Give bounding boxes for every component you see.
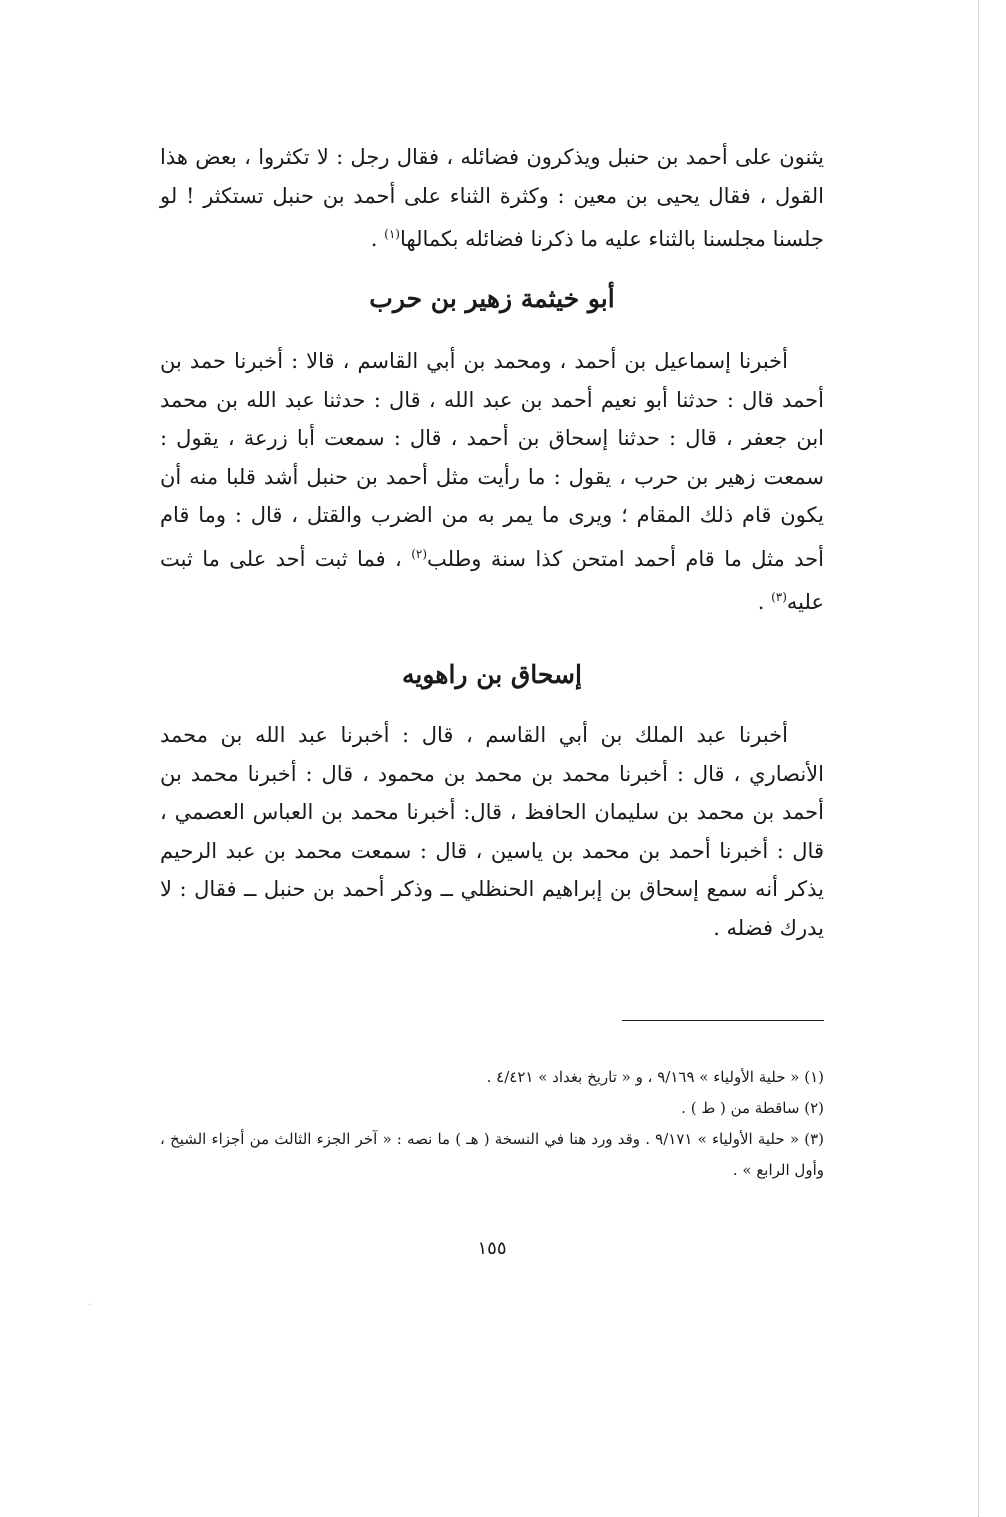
section1-tail: .: [757, 590, 772, 614]
page-edge-dotted-line: [978, 0, 979, 1517]
section1-text: أخبرنا إسماعيل بن أحمد ، ومحمد بن أبي القاسم ، قالا : أخبرنا حمد بن أحمد قال : حدثنا أبو نعيم أحمد بن عبد الله ، قال : حدثنا عبد الله بن محمد ابن جعفر ، قال : حدثنا إسحاق بن أحمد ، قال : سمعت أبا زرعة ، يقول : سمعت زهير بن حرب ، يقول : ما رأيت مثل أحمد بن حنبل أشد قلبا منه أن يكون قام ذلك المقام ؛ ويرى ما يمر به من الضرب والقتل ، قال : وما قام أحد مثل ما قام أحمد امتحن كذا سنة وطلب: [160, 349, 824, 571]
footnote-marker-2: (٢): [411, 546, 428, 561]
scan-speck: ·: [88, 1300, 92, 1311]
footnote-1: (١) « حلية الأولياء » ٩/١٦٩ ، و « تاريخ بغداد » ٤/٤٢١ .: [486, 1068, 824, 1086]
page-number: ١٥٥: [477, 1238, 507, 1259]
footnote-2: (٢) ساقطة من ( ط ) .: [681, 1099, 824, 1117]
intro-tail: .: [370, 227, 385, 251]
section1-block: [160, 342, 824, 622]
section1-paragraph: [160, 342, 824, 622]
footnote-marker-1: (١): [384, 227, 400, 241]
intro-paragraph: [160, 138, 824, 259]
section-heading-abu-khaythama: أبو خيثمة زهير بن حرب: [369, 284, 615, 313]
footnote-marker-3: (٣): [771, 590, 787, 604]
intro-block: [160, 138, 824, 259]
section2-block: [160, 716, 824, 947]
intro-text: يثنون على أحمد بن حنبل ويذكرون فضائله ، فقال رجل : لا تكثروا ، بعض هذا القول ، فقال يحيى بن معين : وكثرة الثناء على أحمد بن حنبل تستكثر ! لو جلسنا مجلسنا بالثناء عليه ما ذكرنا فضائله بكمالها: [160, 145, 824, 251]
section2-paragraph: أخبرنا عبد الملك بن أبي القاسم ، قال : أخبرنا عبد الله بن محمد الأنصاري ، قال : أخبرنا محمد بن محمد بن محمود ، قال : أخبرنا محمد بن أحمد بن محمد بن سليمان الحافظ ، قال: أخبرنا محمد بن العباس العصمي ، قال : أخبرنا أحمد بن محمد بن ياسين ، قال : سمعت محمد بن عبد الرحيم يذكر أنه سمع إسحاق بن إبراهيم الحنظلي ــ وذكر أحمد بن حنبل ــ فقال : لا يدرك فضله .: [160, 723, 824, 940]
section1-middle: ، فما ثبت أحد على ما ثبت عليه: [160, 546, 824, 614]
footnote-3: (٣) « حلية الأولياء » ٩/١٧١ . وقد ورد هنا في النسخة ( هـ ) ما نصه : « آخر الجزء الثالث من أجزاء الشيخ ، وأول الرابع » .: [160, 1130, 824, 1179]
section-heading-ishaq-rahwayh: إسحاق بن راهويه: [402, 660, 582, 689]
footnotes: [160, 1062, 824, 1186]
footnote-separator-rule: [622, 1020, 824, 1021]
